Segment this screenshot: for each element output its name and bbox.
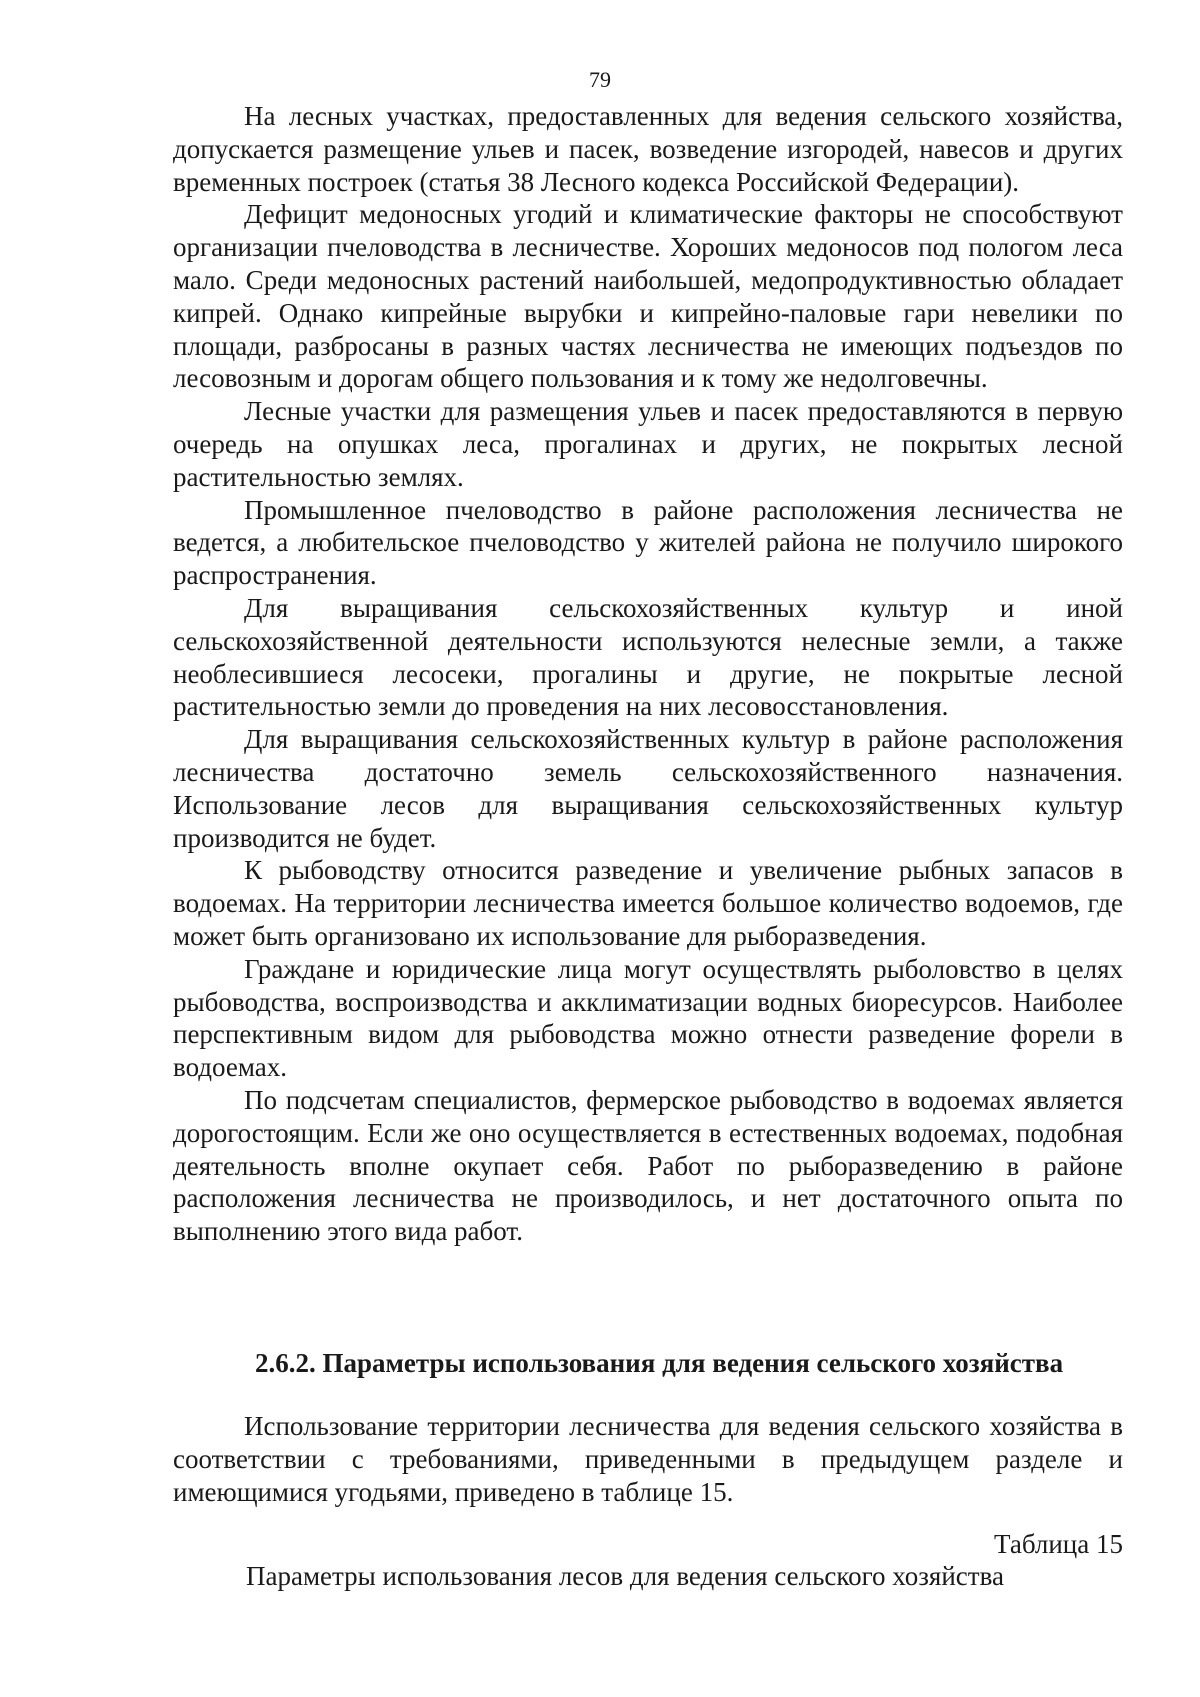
paragraph-beekeeping-placement: На лесных участках, предоставленных для ведения сельского хозяйства, допускается размещение ульев и пасек, возведение изгородей, навесов и других временных построек (статья 38 Лесного кодекса Российской Федерации). bbox=[173, 101, 1123, 197]
paragraph-fish-farming: К рыбоводству относится разведение и увеличение рыбных запасов в водоемах. На территории лесничества имеется большое количество водоемов, где может быть организовано их использование для рыборазведения. bbox=[173, 855, 1123, 951]
paragraph-industrial-beekeeping: Промышленное пчеловодство в районе расположения лесничества не ведется, а любительское пчеловодство у жителей района не получило широкого распространения. bbox=[173, 494, 1123, 591]
paragraph-fishing-rights: Граждане и юридические лица могут осуществлять рыболовство в целях рыбоводства, воспроизводства и акклиматизации водных биоресурсов. Наиболее перспективным видом для рыбоводства можно отнести разведение форели в водоемах. bbox=[173, 953, 1123, 1083]
section-intro bbox=[173, 1410, 1123, 1508]
paragraph-honey-deficit: Дефицит медоносных угодий и климатические факторы не способствуют организации пчеловодства в лесничестве. Хороших медоносов под пологом леса мало. Среди медоносных растений наибольшей, медопродуктивностью обладает кипрей. Однако кипрейные вырубки и кипрейно-паловые гари невелики по площади, разбросаны в разных частях лесничества не имеющих подъездов по лесовозным и дорогам общего пользования и к тому же недолговечны. bbox=[173, 199, 1123, 394]
paragraph-fish-farming-cost: По подсчетам специалистов, фермерское рыбоводство в водоемах является дорогостоящим. Если же оно осуществляется в естественных водоемах, подобная деятельность вполне окупает себя. Работ по рыборазведению в районе расположения лесничества не производилось, и нет достаточного опыта по выполнению этого вида работ. bbox=[173, 1084, 1123, 1247]
page-number: 79 bbox=[589, 67, 611, 92]
table-title: Параметры использования лесов для ведения сельского хозяйства bbox=[246, 1561, 1004, 1591]
paragraph-crop-land-use: Для выращивания сельскохозяйственных культур и иной сельскохозяйственной деятельности используются нелесные земли, а также необлесившиеся лесосеки, прогалины и другие, не покрытые лесной растительностью земли до проведения на них лесовосстановления. bbox=[173, 592, 1123, 722]
body-text bbox=[173, 100, 1123, 1248]
table-label: Таблица 15 bbox=[994, 1529, 1123, 1559]
section-heading: 2.6.2. Параметры использования для ведения сельского хозяйства bbox=[255, 1348, 1064, 1378]
paragraph-crop-cultivation: Для выращивания сельскохозяйственных культур в районе расположения лесничества достаточно земель сельскохозяйственного назначения. Использование лесов для выращивания сельскохозяйственных культур производится не будет. bbox=[173, 724, 1123, 853]
paragraph-section-intro: Использование территории лесничества для ведения сельского хозяйства в соответствии с требованиями, приведенными в предыдущем разделе и имеющимися угодьями, приведено в таблице 15. bbox=[173, 1411, 1123, 1507]
paragraph-apiary-plots: Лесные участки для размещения ульев и пасек предоставляются в первую очередь на опушках леса, прогалинах и других, не покрытых лесной растительностью землях. bbox=[173, 396, 1123, 492]
